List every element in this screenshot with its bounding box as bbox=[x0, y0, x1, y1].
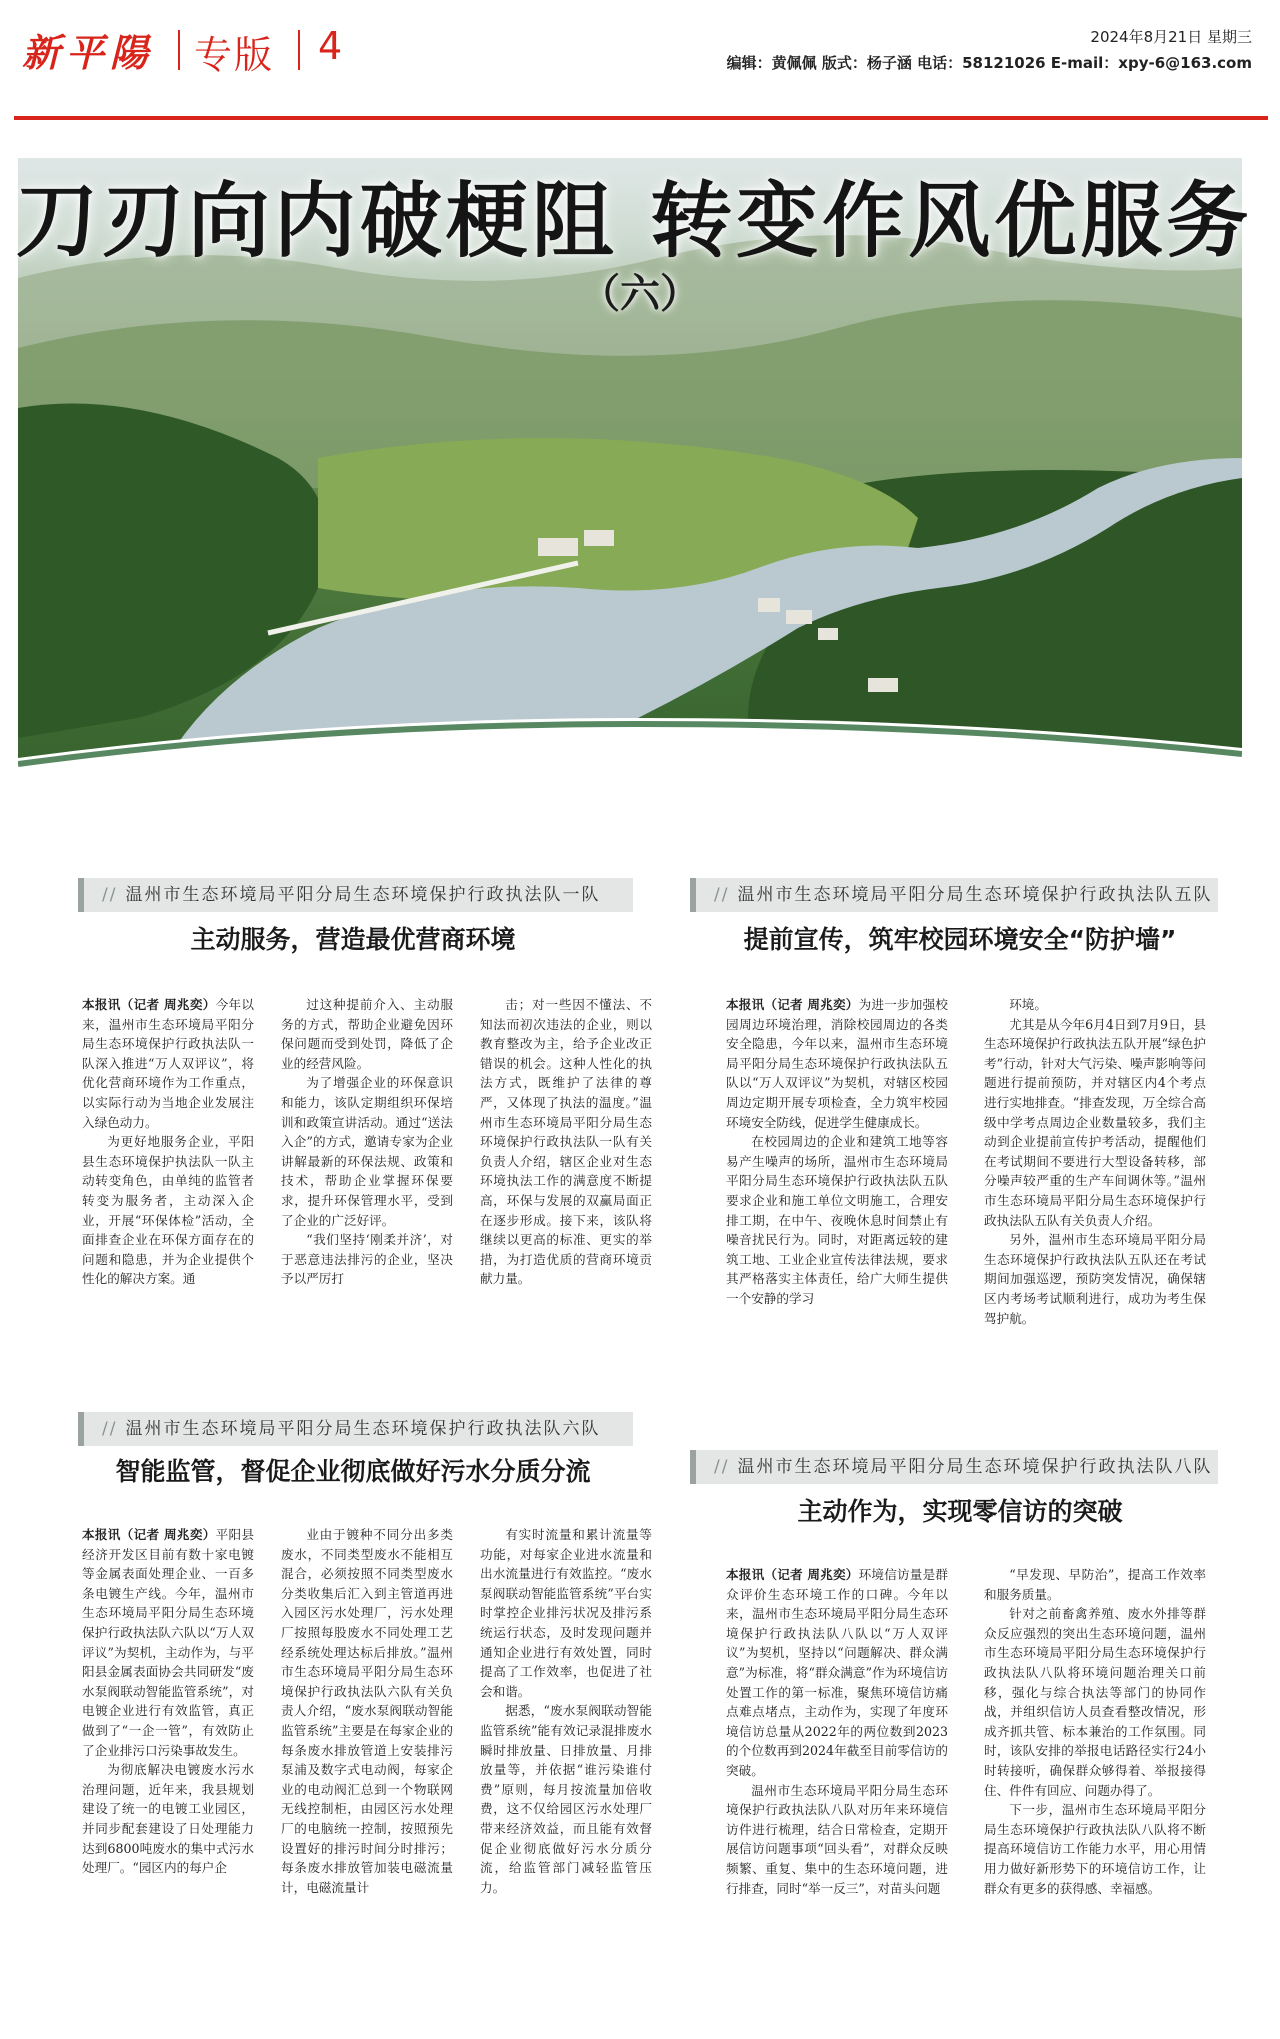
article-paragraph: 针对之前畜禽养殖、废水外排等群众反应强烈的突出生态环境问题，温州市生态环境局平阳分局生态环境保护行政执法队八队将环境问题治理关口前移，强化与综合执法等部门的协同作战，并组织信访人员查看整改情况，形成齐抓共管、标本兼治的工作氛围。同时，该队安排的举报电话路径实行24小时转接听，确保群众够得着、举报接得住、件件有回应、问题办得了。 bbox=[984, 1606, 1206, 1798]
article-paragraph: 为彻底解决电镀废水污水治理问题，近年来，我县规划建设了统一的电镀工业园区，并同步配套建设了日处理能力达到6800吨废水的集中式污水处理厂。“园区内的每户企 bbox=[82, 1762, 254, 1876]
article-column bbox=[984, 1565, 1206, 2017]
article-column bbox=[281, 1525, 453, 2015]
article-paragraph: 有实时流量和累计流量等功能，对每家企业进水流量和出水流量进行有效监控。“废水泵阀联动智能监管系统”平台实时掌控企业排污状况及排污系统运行状态，及时发现问题并通知企业进行有效处置，同时提高了工作效率，也促进了社会和谐。 bbox=[480, 1527, 652, 1699]
masthead-divider bbox=[178, 30, 180, 70]
masthead-rule bbox=[14, 116, 1268, 120]
article-column bbox=[984, 995, 1206, 1383]
article-paragraph: 为了增强企业的环保意识和能力，该队定期组织环保培训和政策宣讲活动。通过“送法入企”的方式，邀请专家为企业讲解最新的环保法规、政策和技术，帮助企业掌握环保要求，提升环保管理水平，受到了企业的广泛好评。 bbox=[281, 1075, 453, 1228]
article-paragraph: 过这种提前介入、主动服务的方式，帮助企业避免因环保问题而受到处罚，降低了企业的经营风险。 bbox=[281, 997, 453, 1071]
masthead bbox=[0, 0, 1280, 122]
article-title: 智能监管，督促企业彻底做好污水分质分流 bbox=[115, 1457, 591, 1486]
article-lead-tag: 本报讯（记者 周兆奕） bbox=[726, 997, 859, 1012]
article-ribbon: // 温州市生态环境局平阳分局生态环境保护行政执法队六队 bbox=[78, 1412, 633, 1446]
article-paragraph: “我们坚持‘刚柔并济’，对于恶意违法排污的企业，坚决予以严厉打 bbox=[281, 1232, 453, 1287]
article-paragraph: 本报讯（记者 周兆奕）今年以来，温州市生态环境局平阳分局生态环境保护行政执法队一队深入推进“万人双评议”，将优化营商环境作为工作重点，以实际行动为当地企业发展注入绿色动力。 bbox=[82, 997, 254, 1130]
article-title: 主动作为，实现零信访的突破 bbox=[797, 1497, 1123, 1526]
masthead-divider bbox=[298, 30, 300, 70]
issue-date: 2024年8月21日 星期三 bbox=[1090, 28, 1252, 46]
article-paragraph: “早发现、早防治”，提高工作效率和服务质量。 bbox=[984, 1567, 1206, 1602]
page-headline: 刀刃向内破梗阻 转变作风优服务 bbox=[15, 174, 1253, 269]
article-body bbox=[726, 1565, 1206, 2017]
article-column bbox=[281, 995, 453, 1345]
article-paragraph: 业由于镀种不同分出多类废水，不同类型废水不能相互混合，必须按照不同类型废水分类收集后汇入到主管道再进入园区污水处理厂，污水处理厂按照每股废水不同处理工艺经系统处理达标后排放。”温州市生态环境局平阳分局生态环境保护行政执法队六队有关负责人介绍，“废水泵阀联动智能监管系统”主要是在每家企业的每条废水排放管道上安装排污泵浦及数字式电动阀，每家企业的电动阀汇总到一个物联网无线控制柜，由园区污水处理厂的电脑统一控制，按照预先设置好的排污时间分时排污；每条废水排放管加装电磁流量计，电磁流量计 bbox=[281, 1527, 453, 1895]
article-column bbox=[480, 995, 652, 1345]
article-lead-tag: 本报讯（记者 周兆奕） bbox=[82, 997, 216, 1012]
article-column bbox=[726, 1565, 948, 2017]
article-paragraph: 尤其是从今年6月4日到7月9日，县生态环境保护行政执法五队开展“绿色护考”行动，针对大气污染、噪声影响等问题进行提前预防，并对辖区内4个考点进行实地排查。“排查发现，万全综合高级中学考点周边企业数量较多，我们主动到企业提前宣传护考活动，提醒他们在考试期间不要进行大型设备转移，部分噪声较严重的生产车间调休等。”温州市生态环境局平阳分局生态环境保护行政执法队五队有关负责人介绍。 bbox=[984, 1016, 1206, 1228]
article-body bbox=[82, 1525, 652, 2015]
page-number: 4 bbox=[318, 24, 343, 68]
article-paragraph: 本报讯（记者 周兆奕）为进一步加强校园周边环境治理，消除校园周边的各类安全隐患，今年以来，温州市生态环境局平阳分局生态环境保护行政执法队五队以“万人双评议”为契机，对辖区校园周边定期开展专项检查，全力筑牢校园环境安全防线，促进学生健康成长。 bbox=[726, 997, 948, 1130]
article-paragraph: 温州市生态环境局平阳分局生态环境保护行政执法队八队对历年来环境信访件进行梳理，结合日常检查，定期开展信访问题事项“回头看”，对群众反映频繁、重复、集中的生态环境问题，进行排查，同时“举一反三”，对苗头问题 bbox=[726, 1782, 948, 1896]
article-column bbox=[82, 995, 254, 1345]
article-ribbon: // 温州市生态环境局平阳分局生态环境保护行政执法队五队 bbox=[690, 878, 1218, 912]
article-column bbox=[726, 995, 948, 1383]
article-lead-tag: 本报讯（记者 周兆奕） bbox=[726, 1567, 859, 1582]
newspaper-logo: 新平陽 bbox=[22, 30, 155, 75]
article-paragraph: 在校园周边的企业和建筑工地等容易产生噪声的场所，温州市生态环境局平阳分局生态环境保护行政执法队五队要求企业和施工单位文明施工，合理安排工期，在中午、夜晚休息时间禁止有噪音扰民行为。同时，对距离远较的建筑工地、工业企业宣传法律法规，要求其严格落实主体责任，给广大师生提供一个安静的学习 bbox=[726, 1134, 948, 1306]
article-paragraph: 本报讯（记者 周兆奕）平阳县经济开发区目前有数十家电镀等金属表面处理企业、一百多条电镀生产线。今年，温州市生态环境局平阳分局生态环境保护行政执法队六队以“万人双评议”为契机，主动作为，与平阳县金属表面协会共同研发“废水泵阀联动智能监管系统”，对电镀企业进行有效监管，真正做到了“一企一管”，有效防止了企业排污口污染事故发生。 bbox=[82, 1527, 254, 1758]
article-ribbon: // 温州市生态环境局平阳分局生态环境保护行政执法队一队 bbox=[78, 878, 633, 912]
page-subheadline: （六） bbox=[580, 271, 700, 317]
article-paragraph: 下一步，温州市生态环境局平阳分局生态环境保护行政执法队八队将不断提高环境信访工作能力水平，用心用情用力做好新形势下的环境信访工作，让群众有更多的获得感、幸福感。 bbox=[984, 1802, 1206, 1896]
article-lead-tag: 本报讯（记者 周兆奕） bbox=[82, 1527, 216, 1542]
section-name: 专版 bbox=[194, 33, 275, 77]
article-title: 提前宣传，筑牢校园环境安全“防护墙” bbox=[743, 925, 1177, 954]
article-column bbox=[480, 1525, 652, 2015]
article-paragraph: 击；对一些因不懂法、不知法而初次违法的企业，则以教育整改为主，给予企业改正错误的机会。这种人性化的执法方式，既维护了法律的尊严，又体现了执法的温度。”温州市生态环境局平阳分局生态环境保护行政执法队一队有关负责人介绍，辖区企业对生态环境执法工作的满意度不断提高，环保与发展的双赢局面正在逐步形成。接下来，该队将继续以更高的标准、更实的举措，为打造优质的营商环境贡献力量。 bbox=[480, 997, 652, 1287]
article-paragraph: 为更好地服务企业，平阳县生态环境保护执法队一队主动转变角色，由单纯的监管者转变为服务者，主动深入企业，开展“环保体检”活动，全面排查企业在环保方面存在的问题和隐患，并为企业提供个性化的解决方案。通 bbox=[82, 1134, 254, 1287]
article-body bbox=[82, 995, 652, 1345]
article-paragraph: 另外，温州市生态环境局平阳分局生态环境保护行政执法队五队还在考试期间加强巡逻，预防突发情况，确保辖区内考场考试顺利进行，成功为考生保驾护航。 bbox=[984, 1232, 1206, 1326]
article-body bbox=[726, 995, 1206, 1383]
article-ribbon: // 温州市生态环境局平阳分局生态环境保护行政执法队八队 bbox=[690, 1450, 1218, 1484]
article-column bbox=[82, 1525, 254, 2015]
article-paragraph: 环境。 bbox=[1009, 997, 1047, 1012]
article-title: 主动服务，营造最优营商环境 bbox=[190, 925, 516, 954]
article-paragraph: 本报讯（记者 周兆奕）环境信访量是群众评价生态环境工作的口碑。今年以来，温州市生态环境局平阳分局生态环境保护行政执法队八队以“万人双评议”为契机，坚持以“问题解决、群众满意”为标准，将“群众满意”作为环境信访处置工作的第一标准，聚焦环境信访痛点难点堵点，主动作为，实现了年度环境信访总量从2022年的两位数到2023的个位数再到2024年截至目前零信访的突破。 bbox=[726, 1567, 948, 1778]
editor-contact-info: 编辑：黄佩佩 版式：杨子涵 电话：58121026 E-mail：xpy-6@163.com bbox=[726, 54, 1252, 72]
article-paragraph: 据悉，“废水泵阀联动智能监管系统”能有效记录混排废水瞬时排放量、日排放量、月排放量等，并依据“谁污染谁付费”原则，每月按流量加倍收费，这不仅给园区污水处理厂带来经济效益，而且能有效督促企业彻底做好污水分质分流，给监管部门减轻监管压力。 bbox=[480, 1703, 652, 1895]
